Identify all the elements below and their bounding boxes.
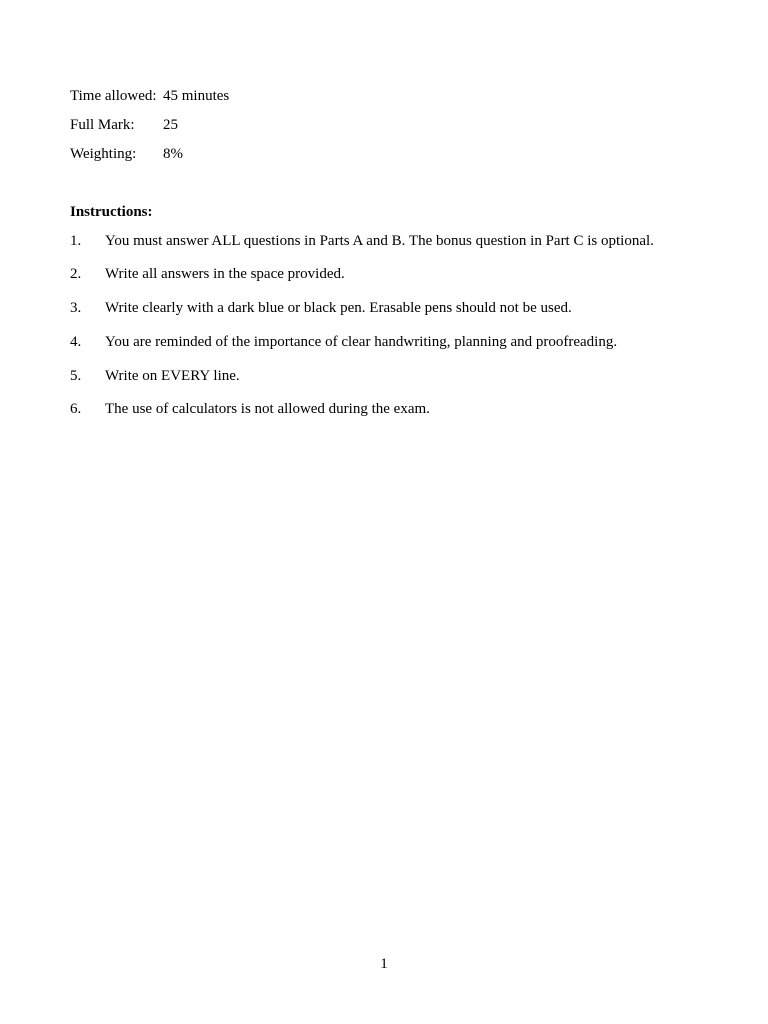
instruction-number: 3. <box>70 300 82 316</box>
instruction-item-4 <box>70 332 710 352</box>
instruction-item-6 <box>70 399 710 419</box>
instruction-item-1 <box>70 231 710 251</box>
instruction-text: Write clearly with a dark blue or black pen. Erasable pens should not be used. <box>105 300 572 316</box>
weighting-label: Weighting: <box>70 146 137 162</box>
instruction-text: The use of calculators is not allowed during the exam. <box>105 401 430 417</box>
instruction-text: Write all answers in the space provided. <box>105 266 345 282</box>
instruction-number: 1. <box>70 233 82 249</box>
page-number: 1 <box>380 956 388 972</box>
instruction-number: 5. <box>70 368 82 384</box>
instruction-text: You are reminded of the importance of clear handwriting, planning and proofreading. <box>105 334 618 350</box>
instruction-item-2 <box>70 264 710 284</box>
instructions-heading: Instructions: <box>70 204 153 220</box>
instruction-item-5 <box>70 366 710 386</box>
time-allowed-value: 45 minutes <box>163 88 230 104</box>
weighting-value: 8% <box>163 146 183 162</box>
full-mark-label: Full Mark: <box>70 117 135 133</box>
instruction-text: You must answer ALL questions in Parts A and B. The bonus question in Part C is optional. <box>105 233 654 249</box>
instruction-number: 2. <box>70 266 82 282</box>
instruction-item-3 <box>70 298 710 318</box>
instruction-number: 4. <box>70 334 82 350</box>
instruction-text: Write on EVERY line. <box>105 368 240 384</box>
instruction-number: 6. <box>70 401 82 417</box>
time-allowed-label: Time allowed: <box>70 88 157 104</box>
full-mark-value: 25 <box>163 117 178 133</box>
